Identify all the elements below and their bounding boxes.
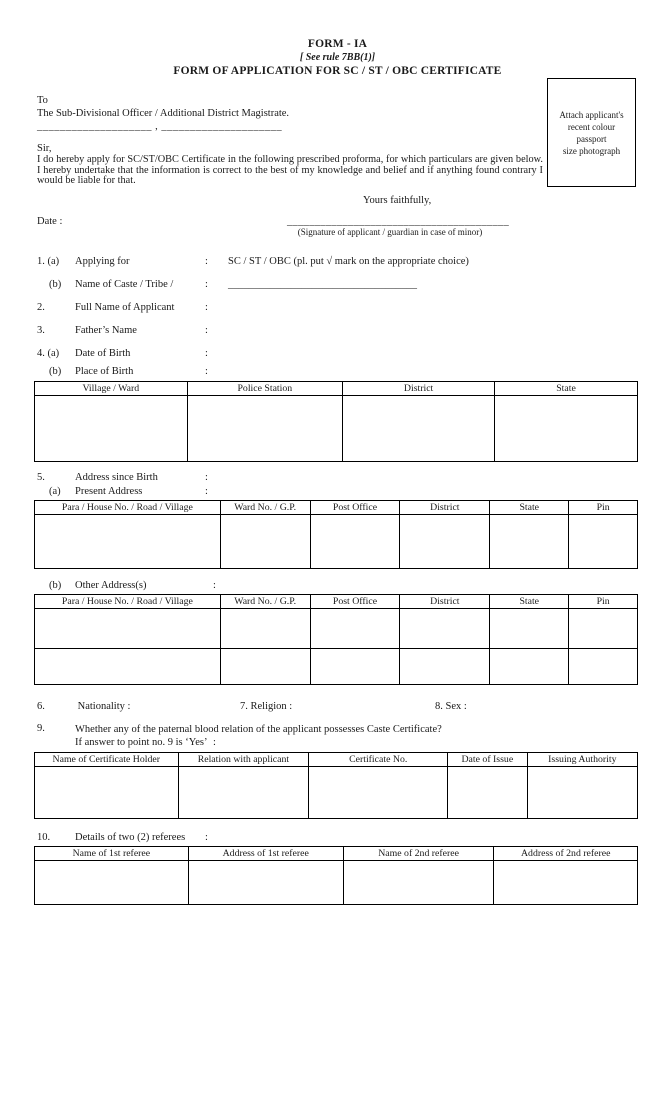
table-header-row bbox=[35, 382, 638, 396]
item-9-question: Whether any of the paternal blood relation of the applicant possesses Caste Certificate? bbox=[75, 724, 442, 736]
photo-box-text-line2: recent colour bbox=[567, 121, 616, 132]
rule-reference: [ See rule 7BB(1)] bbox=[299, 52, 376, 63]
fill-in-cell bbox=[35, 649, 221, 685]
item-number: 6. bbox=[37, 701, 45, 713]
fill-in-cell bbox=[400, 515, 490, 569]
fill-in-cell bbox=[494, 861, 638, 905]
item-3 bbox=[37, 324, 638, 337]
photo-box-text-line1: Attach applicant's bbox=[559, 109, 624, 120]
column-header: Issuing Authority bbox=[527, 753, 637, 767]
item-label: Father’s Name bbox=[75, 325, 137, 337]
table-row bbox=[35, 396, 638, 462]
present-address-table bbox=[34, 500, 638, 569]
fill-in-cell bbox=[495, 396, 638, 462]
fill-in-cell bbox=[569, 609, 638, 649]
fill-in-cell bbox=[220, 609, 310, 649]
signature-block bbox=[287, 216, 509, 238]
fill-in-cell bbox=[343, 396, 495, 462]
item-number: 5. bbox=[37, 472, 45, 484]
item-label: Other Address(s) bbox=[75, 580, 147, 592]
item-label: Date of Birth bbox=[75, 348, 131, 360]
item-6 bbox=[37, 700, 130, 713]
item-number: (b) bbox=[49, 580, 62, 592]
photo-attachment-box bbox=[547, 78, 636, 187]
item-number: (b) bbox=[49, 366, 62, 378]
birth-place-table bbox=[34, 381, 638, 462]
fill-in-cell bbox=[178, 767, 309, 819]
column-header: Address of 2nd referee bbox=[494, 847, 638, 861]
closing-yours-faithfully: Yours faithfully, bbox=[363, 195, 432, 207]
item-number: 1. (a) bbox=[37, 256, 60, 268]
fill-in-cell bbox=[35, 396, 188, 462]
item-label: Nationality : bbox=[77, 701, 131, 713]
item-9-condition: If answer to point no. 9 is ‘Yes’ bbox=[75, 737, 208, 749]
table-header-row bbox=[35, 501, 638, 515]
fill-in-cell bbox=[220, 649, 310, 685]
fill-in-cell bbox=[35, 609, 221, 649]
item-value: SC / ST / OBC (pl. put √ mark on the appropriate choice) bbox=[228, 256, 469, 268]
fill-in-cell bbox=[220, 515, 310, 569]
item-colon: : bbox=[205, 348, 208, 360]
column-header: District bbox=[343, 382, 495, 396]
fill-in-cell bbox=[490, 649, 569, 685]
signature-caption: (Signature of applicant / guardian in case of minor) bbox=[297, 227, 483, 238]
column-header: Name of 1st referee bbox=[35, 847, 189, 861]
item-label: Details of two (2) referees bbox=[75, 832, 186, 844]
item-number: 10. bbox=[37, 832, 51, 844]
item-label: Full Name of Applicant bbox=[75, 302, 175, 314]
addressee-blank-line: ____________________ , _____________________ bbox=[37, 121, 283, 132]
fill-in-cell bbox=[310, 515, 400, 569]
column-header: Certificate No. bbox=[309, 753, 448, 767]
table-header-row bbox=[35, 847, 638, 861]
certificate-holder-table bbox=[34, 752, 638, 819]
fill-in-cell bbox=[310, 649, 400, 685]
item-label: Address since Birth bbox=[75, 472, 158, 484]
item-number: 4. (a) bbox=[37, 348, 60, 360]
signature-line: ________________________________________ bbox=[287, 216, 509, 228]
item-colon: : bbox=[205, 366, 208, 378]
fill-in-cell bbox=[309, 767, 448, 819]
addressee-to: To bbox=[37, 95, 48, 106]
fill-in-cell bbox=[490, 609, 569, 649]
form-header bbox=[37, 38, 638, 78]
fill-in-cell bbox=[35, 861, 189, 905]
fill-in-cell bbox=[400, 609, 490, 649]
item-label: Place of Birth bbox=[75, 366, 134, 378]
column-header: Police Station bbox=[187, 382, 343, 396]
table-row bbox=[35, 649, 638, 685]
item-number: 3. bbox=[37, 325, 45, 337]
fill-in-cell bbox=[35, 767, 179, 819]
application-paragraph: I do hereby apply for SC/ST/OBC Certificate in the following prescribed proforma, for which particulars are given below. I hereby undertake that the information is correct to the best of my knowledge and belief and if anything found contrary I would be liable for that. bbox=[37, 154, 543, 187]
column-header: Para / House No. / Road / Village bbox=[35, 501, 221, 515]
item-label: Applying for bbox=[75, 256, 130, 268]
form-number: FORM - IA bbox=[307, 38, 368, 50]
column-header: Date of Issue bbox=[448, 753, 528, 767]
item-colon: : bbox=[205, 256, 208, 268]
item-colon: : bbox=[205, 279, 208, 291]
column-header: Para / House No. / Road / Village bbox=[35, 595, 221, 609]
column-header: State bbox=[495, 382, 638, 396]
salutation: Sir, bbox=[37, 143, 52, 154]
item-7: 7. Religion : bbox=[240, 701, 293, 713]
fill-in-cell bbox=[569, 515, 638, 569]
addressee-officer: The Sub-Divisional Officer / Additional District Magistrate. bbox=[37, 108, 290, 119]
item-5a bbox=[37, 485, 638, 498]
column-header: Pin bbox=[569, 595, 638, 609]
column-header: Ward No. / G.P. bbox=[220, 501, 310, 515]
caste-name-blank-line: ____________________________________ bbox=[228, 279, 417, 291]
fill-in-cell bbox=[400, 649, 490, 685]
column-header: District bbox=[400, 595, 490, 609]
fill-in-cell bbox=[343, 861, 494, 905]
table-row bbox=[35, 515, 638, 569]
item-6-7-8-row bbox=[37, 700, 638, 713]
referees-table bbox=[34, 846, 638, 905]
item-colon: : bbox=[213, 580, 216, 592]
item-colon: : bbox=[205, 472, 208, 484]
fill-in-cell bbox=[187, 396, 343, 462]
column-header: State bbox=[490, 595, 569, 609]
fill-in-cell bbox=[527, 767, 637, 819]
table-header-row bbox=[35, 595, 638, 609]
item-5 bbox=[37, 471, 638, 484]
column-header: Ward No. / G.P. bbox=[220, 595, 310, 609]
item-9-condition-row bbox=[75, 736, 638, 750]
table-row bbox=[35, 861, 638, 905]
column-header: Name of Certificate Holder bbox=[35, 753, 179, 767]
table-row bbox=[35, 609, 638, 649]
item-colon: : bbox=[205, 832, 208, 844]
column-header: Address of 1st referee bbox=[188, 847, 343, 861]
item-number: (a) bbox=[49, 486, 61, 498]
column-header: District bbox=[400, 501, 490, 515]
item-colon: : bbox=[205, 486, 208, 498]
item-number: (b) bbox=[49, 279, 62, 291]
item-5b bbox=[37, 579, 638, 592]
fill-in-cell bbox=[188, 861, 343, 905]
column-header: Pin bbox=[569, 501, 638, 515]
item-8: 8. Sex : bbox=[435, 701, 467, 713]
item-9-text bbox=[75, 723, 638, 750]
other-address-table bbox=[34, 594, 638, 685]
column-header: Village / Ward bbox=[35, 382, 188, 396]
column-header: Relation with applicant bbox=[178, 753, 309, 767]
photo-box-text-line4: size photograph bbox=[562, 145, 621, 156]
item-10 bbox=[37, 831, 638, 844]
item-number: 9. bbox=[37, 723, 45, 735]
table-row bbox=[35, 767, 638, 819]
item-label: Name of Caste / Tribe / bbox=[75, 279, 174, 291]
column-header: State bbox=[490, 501, 569, 515]
item-1b bbox=[37, 278, 638, 291]
fill-in-cell bbox=[35, 515, 221, 569]
fill-in-cell bbox=[569, 649, 638, 685]
item-9 bbox=[37, 723, 638, 750]
fill-in-cell bbox=[448, 767, 528, 819]
item-number: 2. bbox=[37, 302, 45, 314]
item-4a bbox=[37, 347, 638, 360]
column-header: Name of 2nd referee bbox=[343, 847, 494, 861]
date-signature-row bbox=[37, 216, 638, 238]
item-4b bbox=[37, 365, 638, 378]
item-colon: : bbox=[213, 737, 216, 749]
photo-box-text-line3: passport bbox=[576, 133, 607, 144]
item-colon: : bbox=[205, 325, 208, 337]
date-label: Date : bbox=[37, 216, 63, 228]
fill-in-cell bbox=[490, 515, 569, 569]
item-2 bbox=[37, 301, 638, 314]
item-label: Present Address bbox=[75, 486, 143, 498]
column-header: Post Office bbox=[310, 501, 400, 515]
fill-in-cell bbox=[310, 609, 400, 649]
column-header: Post Office bbox=[310, 595, 400, 609]
item-colon: : bbox=[205, 302, 208, 314]
item-1a bbox=[37, 255, 638, 268]
form-title: FORM OF APPLICATION FOR SC / ST / OBC CERTIFICATE bbox=[173, 65, 502, 77]
table-header-row bbox=[35, 753, 638, 767]
